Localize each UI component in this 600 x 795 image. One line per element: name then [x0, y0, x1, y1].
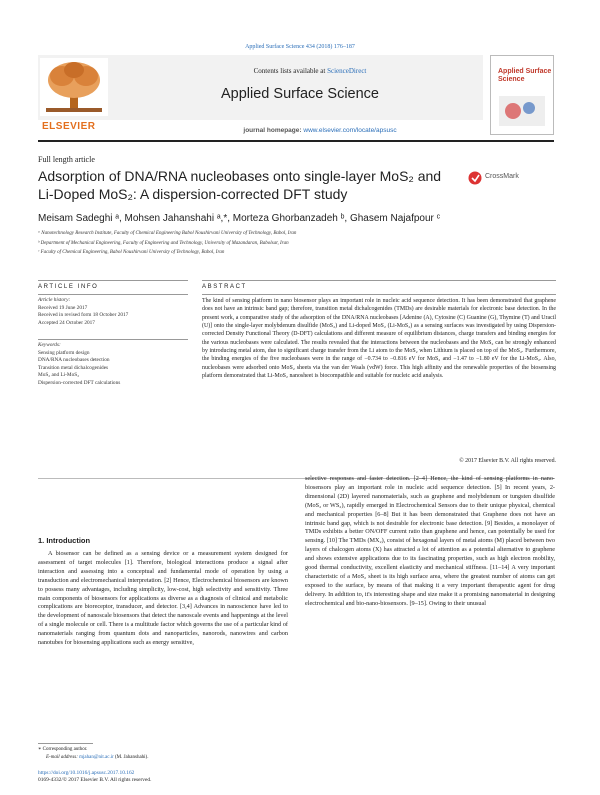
crossmark-label: CrossMark: [485, 173, 519, 180]
contents-line: [200, 67, 420, 75]
email-link[interactable]: mjahan@nit.ac.ir: [79, 755, 114, 760]
publisher-logo-text: ELSEVIER: [42, 121, 96, 132]
crossmark-icon: [468, 171, 482, 185]
author-list: Meisam Sadeghi ᵃ, Mohsen Jahanshahi ᵃ,*, Morteza Ghorbanzadeh ᵇ, Ghasem Najafpour ᶜ: [38, 213, 441, 224]
keywords-label: Keywords:: [38, 342, 61, 348]
abstract-heading: ABSTRACT: [202, 284, 247, 290]
abstract-copyright: © 2017 Elsevier B.V. All rights reserved.: [459, 458, 556, 464]
keyword-item: DNA/RNA nucleobases detection: [38, 357, 110, 364]
section-heading-introduction: 1. Introduction: [38, 536, 91, 545]
journal-citation[interactable]: Applied Surface Science 434 (2018) 176–187: [245, 44, 355, 50]
article-info-heading: ARTICLE INFO: [38, 284, 99, 290]
history-revised: Received in revised form 18 October 2017: [38, 312, 129, 319]
intro-paragraph: A biosensor can be defined as a sensing device or a measurement system designed for assessment of target molecules [1]. Therefore, biological interactions produce a signal after interaction and assessing into a conceptual and fundamental mode of operation by using a transduction and electromechanical interpretation. [2] Hence, Electrochemical biosensors are known to possess many advantages, including simplicity, low-cost, high selectivity and sensitivity. Three main components of biosensors for applications as diverse as a diagnosis of clinical and metabolic complications are bioreceptor, transducer, and detector. [3,4] Advances in nanoscience have led to the development of nanoscale biosensors that detect the nanoscale events and happenings at the level of a single molecule or cell. There is a multitude factor which governs the use of a particular kind of nanomaterials ranging from quantum dots and nanoparticles, nanorods, nanowires and carbon nanotubes for biosensing applications such as energy sensitive,: [38, 550, 288, 647]
elsevier-tree-logo: [40, 58, 108, 116]
article-info-rule: [38, 294, 188, 295]
email-label: E-mail address:: [46, 755, 78, 760]
footnote: [38, 746, 288, 762]
homepage-label: journal homepage:: [243, 127, 302, 134]
article-type: Full length article: [38, 155, 95, 164]
keyword-item: Sensing platform design: [38, 349, 90, 356]
paper-title: Adsorption of DNA/RNA nucleobases onto single-layer MoS₂ and Li-Doped MoS₂: A dispersion-corrected DFT study: [38, 168, 442, 202]
email-line: [38, 754, 288, 762]
keywords: [38, 342, 193, 388]
cover-art: [499, 96, 545, 126]
crossmark-badge[interactable]: [468, 170, 548, 186]
corresponding-author-note: ∗ Corresponding author.: [38, 747, 88, 752]
intro-paragraph-continued: selective responses and faster detection. [2–4] Hence, the kind of sensing platforms in nano-biosensors play an important role in nucleic acid sequence detection. [5] In recent years, 2-dimensional (2D) layered nanomaterials, such as graphene and molybdenum or tungsten disulfide (MoS₂ or WS₂), rapidly emerged in Electrochemical Sensors due to their unique physical, chemical and mechanical properties [6–8] But it has been demonstrated that Graphene does not have an intrinsic band gap, which is not desirable for electronic base detection. [9] Besides, a monolayer of TMDs exhibits a better ON/OFF current ratio than graphene and hence, can potentially be used for sensing. [10] The TMDs (MX₂), consist of hexagonal layers of metal atoms (M) placed between two layers of chalcogen atoms (X) has attracted a lot of attention as a potential alternative to graphene and shows extensive applications due to its fascinating properties, such as high electron mobility, good thermal conductivity, excellent elasticity and mechanical stiffness. [11–14] A very important characteristic of a MoS₂ sheet is its high surface area, where the greatest number of atoms can get exposed to the surface, by means of that making it a very important therapeutic agent for drug delivery. In addition to, it's interesting shape and size make it a promising nanomaterial in designing electrochemical and bio-nano-biosensors. [9–15]. Owing to their unusual: [305, 475, 555, 607]
body-right-column: [305, 475, 555, 609]
article-history: [38, 297, 193, 327]
journal-cover-thumbnail: [490, 55, 554, 135]
keyword-item: Transition metal dichalcogenides: [38, 364, 109, 371]
contents-prefix: Contents lists available at: [253, 67, 326, 75]
abstract-rule-top: [202, 280, 556, 281]
homepage-link[interactable]: www.elsevier.com/locate/apsusc: [303, 127, 397, 134]
journal-title: Applied Surface Science: [221, 86, 379, 102]
affiliations: [38, 229, 538, 258]
email-name: (M. Jahanshahi).: [115, 755, 149, 760]
history-accepted: Accepted 24 October 2017: [38, 319, 95, 326]
keywords-rule: [38, 339, 188, 340]
doi-block: [38, 770, 151, 784]
article-info-rule-top: [38, 280, 188, 281]
abstract-rule: [202, 294, 556, 295]
sciencedirect-link[interactable]: ScienceDirect: [327, 67, 367, 75]
history-label: Article history:: [38, 297, 71, 303]
body-left-column: [38, 550, 288, 648]
header-rule: [38, 140, 554, 142]
keyword-item: MoS₂ and Li-MoS₂: [38, 372, 80, 379]
footnote-rule: [38, 743, 93, 744]
issn-line: 0169-4332/© 2017 Elsevier B.V. All rights reserved.: [38, 777, 152, 783]
affiliation-b: ᵇ Department of Mechanical Engineering, Faculty of Engineering and Technology, University of Mazandaran, Babolsar, Iran: [38, 240, 289, 246]
keyword-item: Dispersion-corrected DFT calculations: [38, 379, 121, 386]
abstract-text: The kind of sensing platform in nano biosensor plays an important role in nucleic acid sequence detection. It has been demonstrated that graphene does not have an intrinsic band gap; therefore, transition metal dichalcogenides (TMDs) are desirable materials for electronic base detection. In the present work, a comparative study of the adsorption of the DNA/RNA nucleobases [Adenine (A), Cytosine (C) Guanine (G), Thymine (T) and Uracil (U)] onto the single-layer molybdenum disulfide (MoS₂) and Li-doped MoS₂ (Li-MoS₂) as a sensing surfaces was investigated by using Dispersion-corrected Density Functional Theory (D-DFT) calculations and different measure of equilibrium distances, charge transfers and binding energies for the various nucleobases were calculated. The results revealed that the interactions between the nucleobases and the MoS₂ can be strongly enhanced by introducing metal atom, due to significant charge transfer from the Li atom to the MoS₂ when Lithium is placed on top of the MoS₂. Furthermore, the binding energies of the five nucleobases were in the range of −0.734 to −0.816 eV for MoS₂ and −1.47 to −1.80 eV for the Li-MoS₂. Also, nucleobases were adsorbed onto MoS₂ sheets via the van der Waals (vdW) force. This high affinity and the renewable properties of the biosensing platform demonstrated that Li-MoS₂ nanosheet is biocompatible and suitable for nucleic acid analysis.: [202, 298, 556, 380]
affiliation-a: ᵃ Nanotechnology Research Institute, Faculty of Chemical Engineering Babol Noushirvani University of Technology, Babol, Iran: [38, 231, 297, 236]
cover-title: Applied Surface Science: [498, 68, 552, 83]
journal-homepage: [150, 127, 490, 134]
doi-link[interactable]: https://doi.org/10.1016/j.apsusc.2017.10.162: [38, 770, 135, 776]
history-received: Received 19 June 2017: [38, 304, 88, 311]
affiliation-c: ᶜ Faculty of Chemical Engineering, Babol Noushirvani University of Technology, Babol, Iran: [38, 250, 225, 255]
